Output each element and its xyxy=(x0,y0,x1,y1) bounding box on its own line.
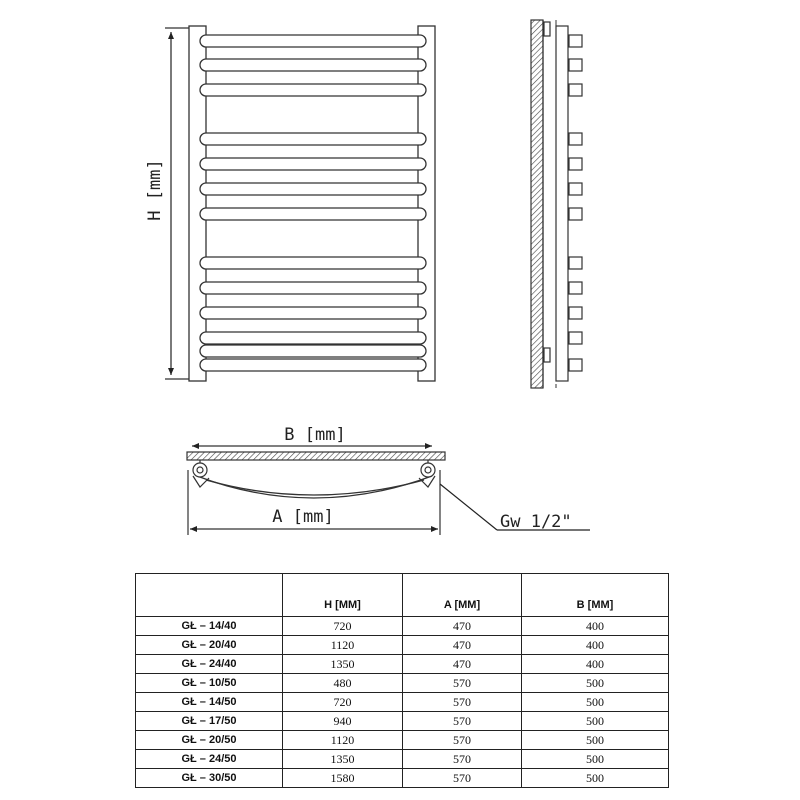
header-b: B [MM] xyxy=(522,574,669,617)
cell-b: 500 xyxy=(522,731,669,750)
cell-h: 720 xyxy=(283,617,403,636)
header-model xyxy=(136,574,283,617)
cell-h: 720 xyxy=(283,693,403,712)
cell-b: 500 xyxy=(522,712,669,731)
cell-a: 570 xyxy=(403,750,522,769)
rail-stub xyxy=(569,208,582,220)
right-bracket xyxy=(421,463,435,477)
left-collector xyxy=(189,26,206,381)
header-h: H [MM] xyxy=(283,574,403,617)
cell-h: 1350 xyxy=(283,750,403,769)
cell-a: 570 xyxy=(403,693,522,712)
rail xyxy=(200,183,426,195)
cell-a: 570 xyxy=(403,769,522,788)
spec-table xyxy=(135,573,669,788)
rail-stub xyxy=(569,183,582,195)
rail-stub xyxy=(569,257,582,269)
rail-stub xyxy=(569,359,582,371)
rail-stub xyxy=(569,158,582,170)
cell-b: 500 xyxy=(522,750,669,769)
table-row xyxy=(136,693,669,712)
rail xyxy=(200,133,426,145)
cell-a: 470 xyxy=(403,655,522,674)
cell-model: GŁ – 17/50 xyxy=(136,712,283,731)
rails xyxy=(200,35,426,371)
header-a: A [MM] xyxy=(403,574,522,617)
cell-a: 570 xyxy=(403,731,522,750)
rail xyxy=(200,359,426,371)
cell-b: 400 xyxy=(522,617,669,636)
rail-stub xyxy=(569,332,582,344)
rail xyxy=(200,208,426,220)
rail xyxy=(200,282,426,294)
rail xyxy=(200,158,426,170)
table-row xyxy=(136,731,669,750)
side-collector xyxy=(556,26,568,381)
cell-a: 570 xyxy=(403,712,522,731)
cell-model: GŁ – 14/40 xyxy=(136,617,283,636)
front-view xyxy=(165,26,435,381)
rail xyxy=(200,307,426,319)
cell-model: GŁ – 14/50 xyxy=(136,693,283,712)
side-rail-stubs xyxy=(569,35,582,371)
height-label: H [mm] xyxy=(145,159,165,221)
table-row xyxy=(136,750,669,769)
table-row xyxy=(136,712,669,731)
table-row xyxy=(136,655,669,674)
rail-stub xyxy=(569,282,582,294)
connection-label: Gw 1/2" xyxy=(500,512,572,532)
cell-model: GŁ – 24/50 xyxy=(136,750,283,769)
wall-hatch xyxy=(531,20,543,388)
rail-stub xyxy=(569,59,582,71)
table-row xyxy=(136,617,669,636)
table-row xyxy=(136,769,669,788)
cell-h: 940 xyxy=(283,712,403,731)
cell-b: 500 xyxy=(522,674,669,693)
table-row xyxy=(136,636,669,655)
width-b-label: B [mm] xyxy=(284,425,346,445)
table-header-row xyxy=(136,574,669,617)
width-a-label: A [mm] xyxy=(272,507,334,527)
rail xyxy=(200,35,426,47)
cell-b: 500 xyxy=(522,769,669,788)
cell-h: 1120 xyxy=(283,731,403,750)
cell-model: GŁ – 20/50 xyxy=(136,731,283,750)
cell-model: GŁ – 30/50 xyxy=(136,769,283,788)
cell-b: 400 xyxy=(522,636,669,655)
rail xyxy=(200,84,426,96)
cell-h: 1120 xyxy=(283,636,403,655)
cell-h: 1580 xyxy=(283,769,403,788)
cell-a: 470 xyxy=(403,617,522,636)
cell-h: 1350 xyxy=(283,655,403,674)
top-wall-hatch xyxy=(187,452,445,460)
cell-a: 470 xyxy=(403,636,522,655)
cell-model: GŁ – 24/40 xyxy=(136,655,283,674)
cell-b: 500 xyxy=(522,693,669,712)
rail-stub xyxy=(569,133,582,145)
connection-leader xyxy=(440,484,497,530)
cell-model: GŁ – 10/50 xyxy=(136,674,283,693)
rail xyxy=(200,59,426,71)
table-row xyxy=(136,674,669,693)
cell-model: GŁ – 20/40 xyxy=(136,636,283,655)
cell-b: 400 xyxy=(522,655,669,674)
left-bracket xyxy=(193,463,207,477)
rail xyxy=(200,345,426,357)
rail-stub xyxy=(569,84,582,96)
rail-stub xyxy=(569,307,582,319)
rail xyxy=(200,332,426,344)
rail-stub xyxy=(569,35,582,47)
rail xyxy=(200,257,426,269)
cell-h: 480 xyxy=(283,674,403,693)
side-view xyxy=(531,20,582,388)
right-collector xyxy=(418,26,435,381)
cell-a: 570 xyxy=(403,674,522,693)
